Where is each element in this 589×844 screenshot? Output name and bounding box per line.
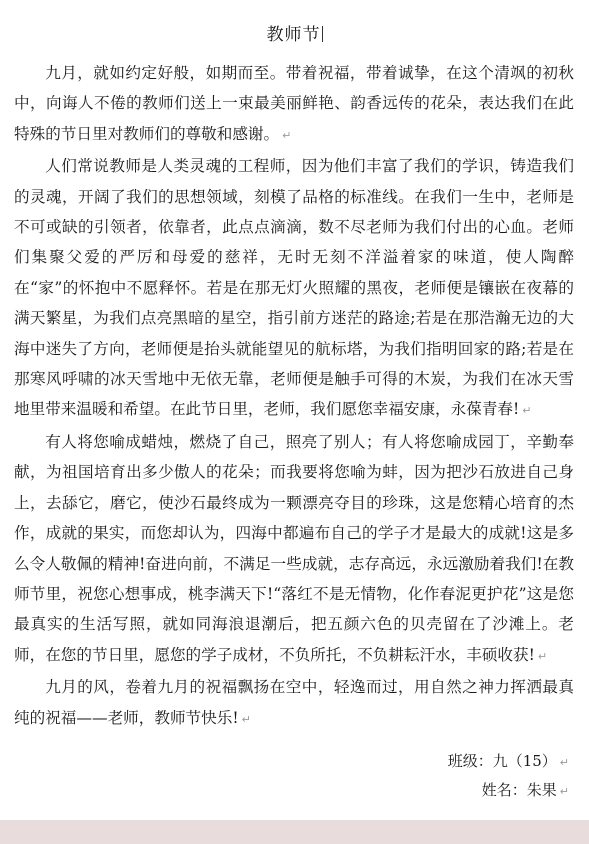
- paragraph-mark-icon: ↵: [522, 404, 532, 418]
- paragraph-3: [14, 427, 574, 672]
- paragraph-text: 九月的风，卷着九月的祝福飘扬在空中，轻逸而过，用自然之神力挥洒最真纯的祝福——老师，教师节快乐!: [14, 678, 574, 727]
- text-cursor: [322, 26, 323, 42]
- paragraph-mark-icon: ↵: [537, 649, 548, 663]
- paragraph-text: 人们常说教师是人类灵魂的工程师，因为他们丰富了我们的学识，铸造我们的灵魂，开阔了我们的思想领域，刻模了品格的标准线。在我们一生中，老师是不可或缺的引领者，依靠者，此点点滴滴，数不尽老师为我们付出的心血。老师们集聚父爱的严厉和母爱的慈祥，无时无刻不洋溢着家的味道，使人陶醉在“家”的怀抱中不愿释怀。若是在那无灯火照耀的黑夜，老师便是镶嵌在夜幕的满天繁星，为我们点亮黑暗的星空，指引前方迷茫的路途;若是在那浩瀚无边的大海中迷失了方向，老师便是抬头就能望见的航标塔，为我们指明回家的路;若是在那寒风呼啸的冰天雪地中无依无靠，老师便是触手可得的木炭，为我们在冰天雪地里带来温暖和希望。在此节日里，老师，我们愿您幸福安康，永葆青春!: [14, 157, 574, 419]
- paragraph-text: 有人将您喻成蜡烛，燃烧了自己，照亮了别人；有人将您喻成园丁，辛勤奉献，为祖国培育出多少傲人的花朵；而我要将您喻为蚌，因为把沙石放进自己身上，去舔它，磨它，使沙石最终成为一颗漂亮夺目的珍珠，这是您精心培育的杰作，成就的果实，而您却认为，四海中都遍布自己的学子才是最大的成就!这是多么令人敬佩的精神!奋进向前，不满足一些成就，志存高远，永远激励着我们!在教师节里，祝您心想事成，桃李满天下!“落红不是无情物，化作春泥更护花”这是您最真实的生活写照，就如同海浪退潮后，把五颜六色的贝壳留在了沙滩上。老师，在您的节日里，愿您的学子成材，不负所托，不负耕耘汗水，丰硕收获!: [14, 432, 574, 664]
- paragraph-mark-icon: ↵: [282, 128, 292, 142]
- name-text: 姓名：朱果: [481, 781, 557, 799]
- paragraph-1: [14, 58, 574, 151]
- page-separator: [0, 820, 589, 844]
- paragraph-mark-icon: ↵: [559, 756, 569, 769]
- class-signature: [448, 748, 569, 776]
- title-text: 教师节: [266, 25, 321, 45]
- paragraph-mark-icon: ↵: [241, 712, 251, 726]
- document-title[interactable]: [0, 22, 589, 48]
- paragraph-mark-icon: ↵: [559, 785, 569, 798]
- paragraph-2: [14, 151, 574, 427]
- paragraph-4: [14, 672, 574, 735]
- paragraph-text: 九月，就如约定好般，如期而至。带着祝福，带着诚挚，在这个清飒的初秋中，向诲人不倦的教师们送上一束最美丽鲜艳、韵香远传的花朵，表达我们在此特殊的节日里对教师们的尊敬和感谢。: [14, 64, 574, 143]
- name-signature: [482, 777, 569, 805]
- class-text: 班级：九（15）: [447, 752, 557, 770]
- document-body[interactable]: [14, 58, 574, 735]
